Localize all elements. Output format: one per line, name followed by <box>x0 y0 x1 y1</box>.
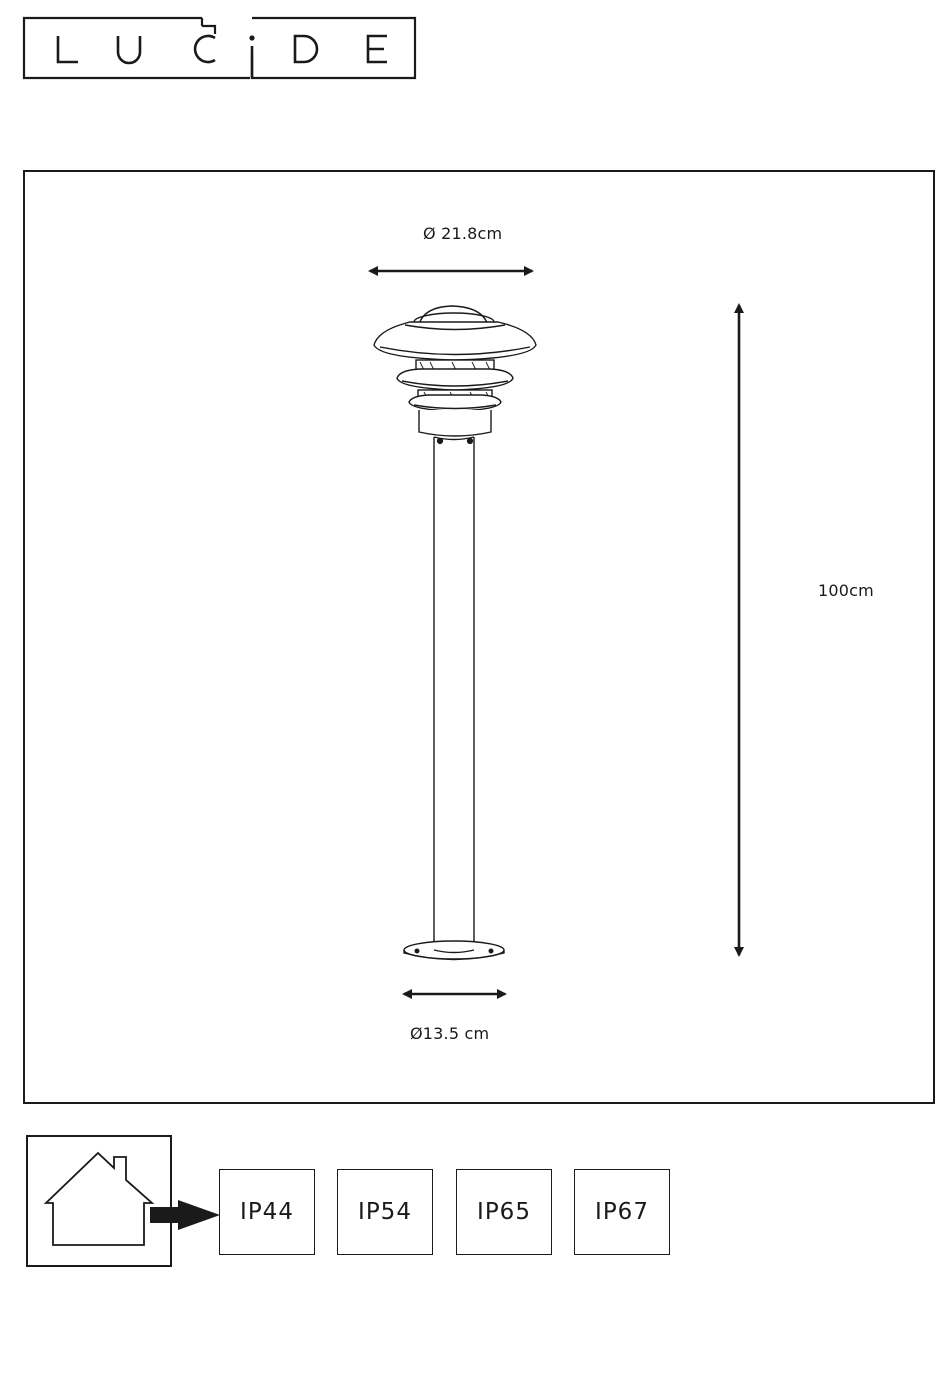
lamp-pole <box>434 437 474 950</box>
ip-rating-ip54: IP54 <box>337 1169 433 1255</box>
height-label: 100cm <box>818 581 874 600</box>
ip-rating-ip67: IP67 <box>574 1169 670 1255</box>
arrow-right-icon <box>148 1196 222 1234</box>
lamp-base-plate <box>404 941 504 960</box>
lamp-head <box>374 306 536 443</box>
base-diameter-label: Ø13.5 cm <box>410 1024 490 1043</box>
ip-rating-ip44: IP44 <box>219 1169 315 1255</box>
ip-rating-ip65: IP65 <box>456 1169 552 1255</box>
top-diameter-label: Ø 21.8cm <box>423 224 503 243</box>
